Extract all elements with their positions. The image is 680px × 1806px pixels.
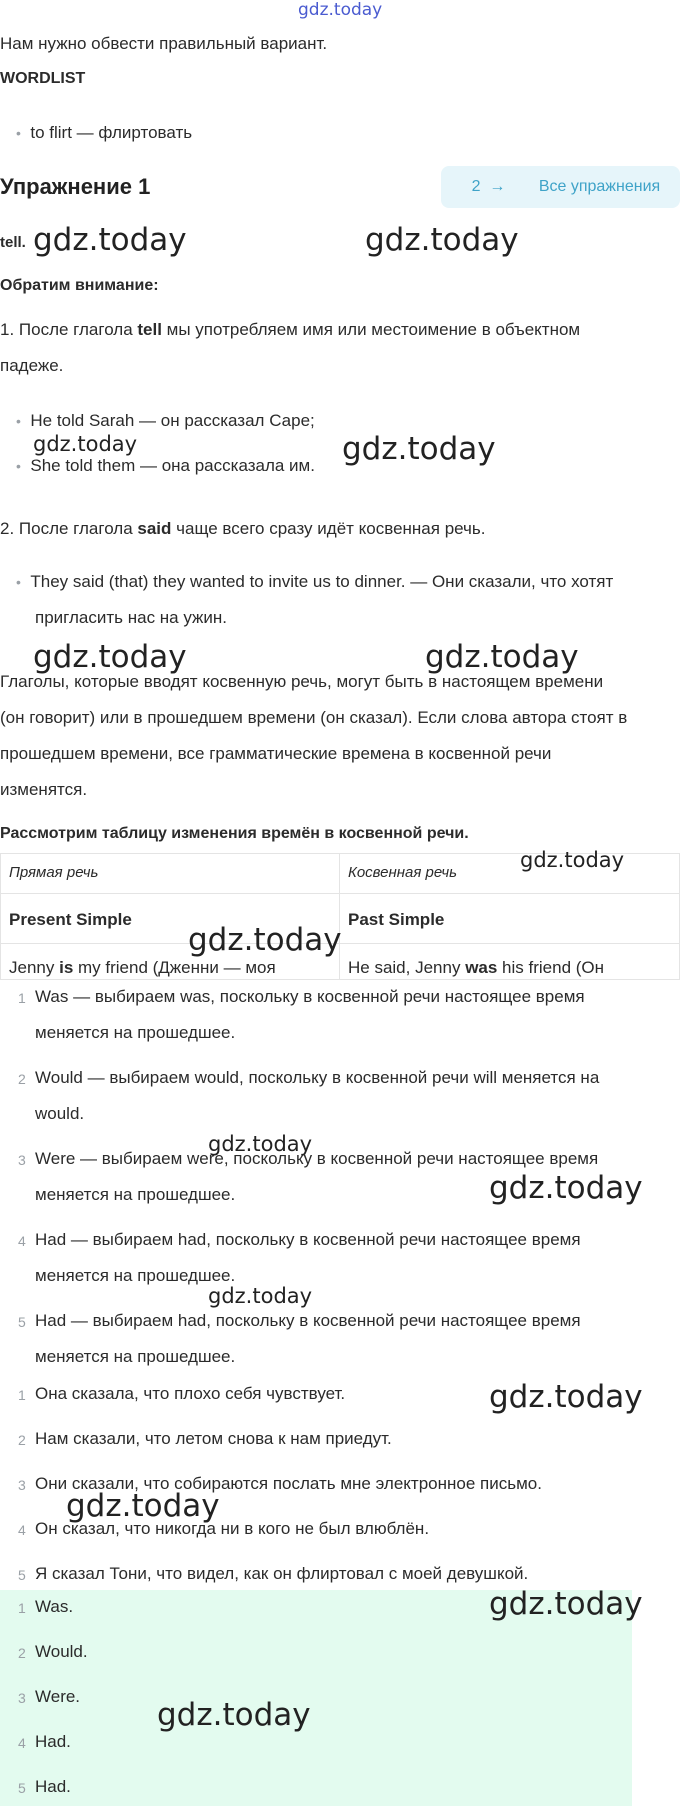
table-title: Рассмотрим таблицу изменения времён в косвенной речи. xyxy=(0,825,469,842)
watermark: gdz.today xyxy=(425,639,579,675)
bullet-icon: • xyxy=(16,574,21,590)
watermark: gdz.today xyxy=(208,1132,313,1156)
all-exercises-button[interactable] xyxy=(519,166,680,208)
tense-table xyxy=(0,853,680,980)
table-cell-example-indirect: He said, Jenny was his friend (Он xyxy=(340,944,680,980)
table-cell-past-simple: Past Simple xyxy=(340,894,680,944)
watermark: gdz.today xyxy=(33,222,187,258)
arrow-right-icon: → xyxy=(489,178,506,195)
table-cell-present-simple: Present Simple xyxy=(1,894,340,944)
example-bullet-3-line-1: • They said (that) they wanted to invite us to dinner. — Они сказали, что хотят xyxy=(16,572,614,591)
table-header-indirect: Косвенная речь xyxy=(340,854,680,894)
paragraph-line-4: изменятся. xyxy=(0,780,88,799)
watermark: gdz.today xyxy=(33,639,187,675)
watermark: gdz.today xyxy=(489,1170,643,1206)
intro-text: Нам нужно обвести правильный вариант. xyxy=(0,34,328,53)
exercise-title: Упражнение 1 xyxy=(0,174,151,199)
attention-heading: Обратим внимание: xyxy=(0,277,159,294)
answers-block: 1 Was. 2 Would. 3 Were. 4 Had. 5 Had. xyxy=(0,1590,632,1806)
rule-1-line-2: падеже. xyxy=(0,356,64,375)
tell-label: tell. xyxy=(0,234,26,251)
table-header-direct: Прямая речь xyxy=(1,854,340,894)
watermark: gdz.today xyxy=(342,431,496,467)
bullet-icon: • xyxy=(16,458,21,474)
watermark: gdz.today xyxy=(66,1488,220,1524)
watermark: gdz.today xyxy=(188,922,342,958)
wordlist-title: WORDLIST xyxy=(0,70,86,87)
bullet-icon: • xyxy=(16,413,21,429)
example-bullet-2: • She told them — она рассказала им. xyxy=(16,456,315,475)
wordlist-item xyxy=(16,123,192,143)
watermark: gdz.today xyxy=(208,1284,313,1308)
next-exercise-label: 2 xyxy=(471,178,481,195)
watermark: gdz.today xyxy=(489,1586,643,1622)
watermark: gdz.today xyxy=(489,1379,643,1415)
rule-1-line-1: 1. После глагола tell мы употребляем имя или местоимение в объектном xyxy=(0,320,581,339)
paragraph-line-3: прошедшем времени, все грамматические времена в косвенной речи xyxy=(0,744,552,763)
paragraph-line-2: (он говорит) или в прошедшем времени (он сказал). Если слова автора стоят в xyxy=(0,708,628,727)
watermark: gdz.today xyxy=(33,432,138,456)
paragraph-line-1: Глаголы, которые вводят косвенную речь, могут быть в настоящем времени xyxy=(0,672,604,691)
watermark: gdz.today xyxy=(365,222,519,258)
wordlist-item-text: to flirt — флиртовать xyxy=(30,123,193,142)
all-exercises-label: Все упражнения xyxy=(538,178,661,195)
rule-2: 2. После глагола said чаще всего сразу идёт косвенная речь. xyxy=(0,519,486,538)
watermark: gdz.today xyxy=(157,1697,311,1733)
bullet-icon: • xyxy=(16,125,21,141)
table-cell-example-direct: Jenny is my friend (Дженни — моя xyxy=(1,944,340,980)
example-bullet-3-line-2: пригласить нас на ужин. xyxy=(35,608,228,627)
example-bullet-1: • He told Sarah — он рассказал Саре; xyxy=(16,411,315,430)
watermark-top: gdz.today xyxy=(298,0,383,20)
watermark: gdz.today xyxy=(520,848,625,872)
